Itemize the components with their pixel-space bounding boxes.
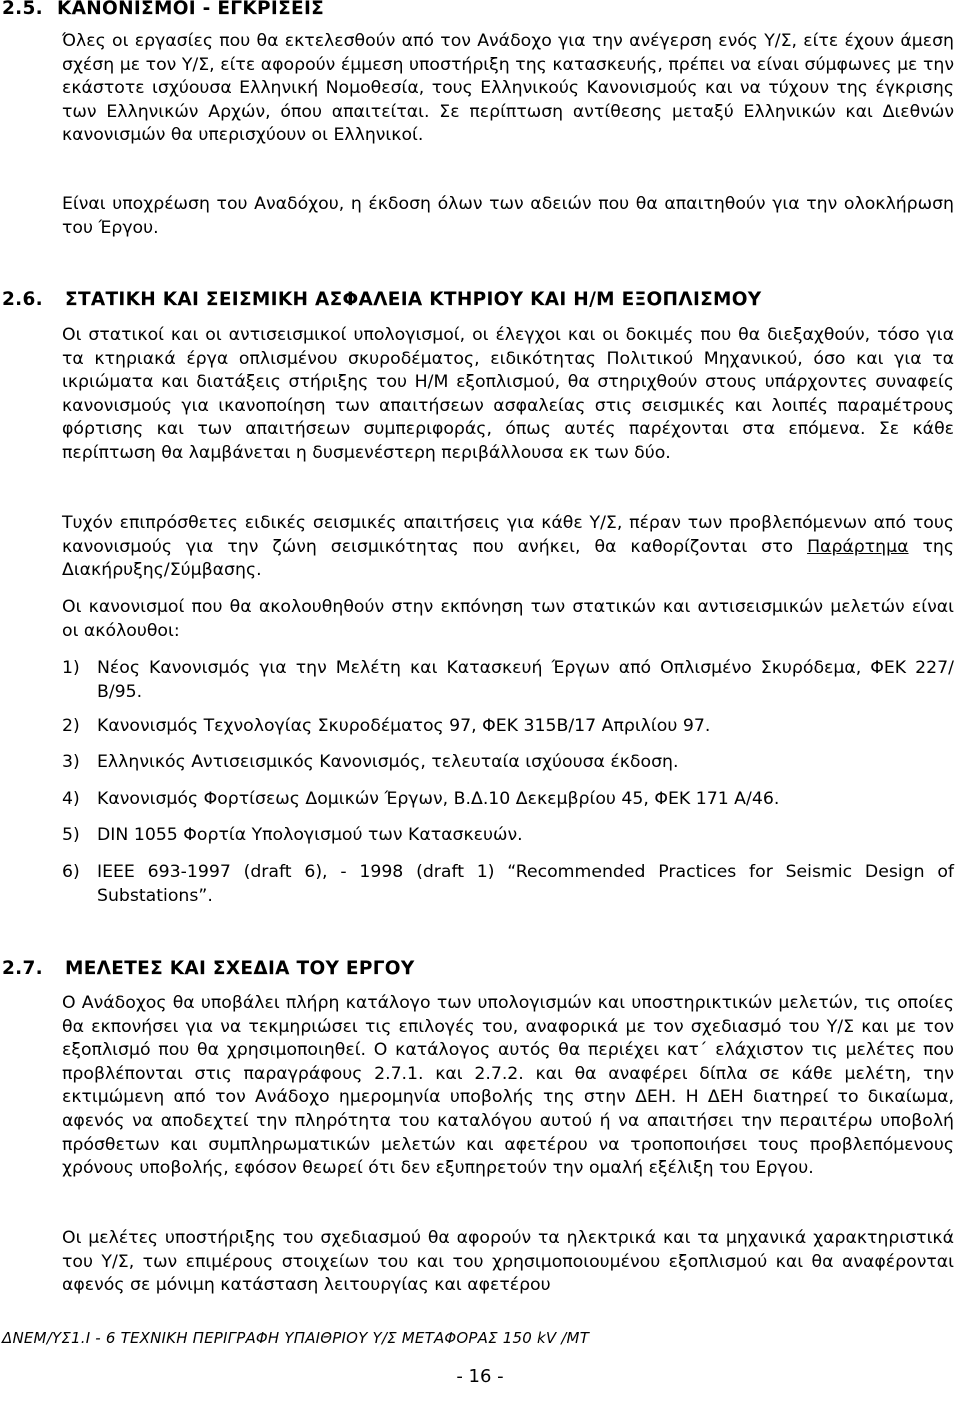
section-number: 2.6. [2,289,44,310]
list-item [62,788,954,812]
paragraph-text: Τυχόν επιπρόσθετες ειδικές σεισμικές απαιτήσεις για κάθε Υ/Σ, πέραν των προβλεπόμενων από τους κανονισμούς για την ζώνη σεισμικότητας που ανήκει, θα καθορίζονται στο [62,513,954,557]
paragraph-text: της Διακήρυξης/Σύμβασης. [62,536,954,581]
list-item [62,824,954,848]
section-title: ΚΑΝΟΝΙΣΜΟΙ - ΕΓΚΡΙΣΕΙΣ [57,0,325,19]
section-heading-2-7 [2,958,415,979]
paragraph: Είναι υποχρέωση του Αναδόχου, η έκδοση όλων των αδειών που θα απαιτηθούν για την ολοκλήρωση του Έργου. [62,194,954,238]
paragraph: Οι στατικοί και οι αντισεισμικοί υπολογισμοί, οι έλεγχοι και οι δοκιμές που θα διεξαχθούν, τόσο για τα κτηριακά έργα οπλισμένου σκυροδέματος, ειδικότητας Πολιτικού Μηχανικού, όσο και για τα ικριώματα και διατάξεις στήριξης του Η/Μ εξοπλισμού, θα στηριχθούν στους υπάρχοντες συναφείς κανονισμούς για ικανοποίηση των απαιτήσεων ασφαλείας στις σεισμικές και λοιπές παραμέτρους φόρτισης και των απαιτήσεων συμπεριφοράς, όπως αυτές παρέχονται στα επόμενα. Σε κάθε περίπτωση θα λαμβάνεται η δυσμενέστερη περιβάλλουσα εκ των δύο. [62,325,954,463]
list-marker: 3) [62,752,80,772]
list-item-text: Κανονισμός Φορτίσεως Δομικών Έργων, Β.Δ.10 Δεκεμβρίου 45, ΦΕΚ 171 Α/46. [97,789,780,809]
paragraph [62,512,954,583]
annex-link[interactable]: Παράρτημα [807,536,909,557]
list-marker: 6) [62,862,80,882]
section-number: 2.7. [2,958,44,979]
list-item-text: Νέος Κανονισμός για την Μελέτη και Κατασκευή Έργων από Οπλισμένο Σκυρόδεμα, ΦΕΚ 227/Β/95. [97,658,954,702]
list-item-text: Κανονισμός Τεχνολογίας Σκυροδέματος 97, ΦΕΚ 315Β/17 Απριλίου 97. [97,716,711,736]
list-item-text: DIN 1055 Φορτία Υπολογισμού των Κατασκευών. [97,825,523,845]
paragraph: Οι κανονισμοί που θα ακολουθηθούν στην εκπόνηση των στατικών και αντισεισμικών μελετών είναι οι ακόλουθοι: [62,597,954,641]
list-item [62,751,954,775]
paragraph: Ο Ανάδοχος θα υποβάλει πλήρη κατάλογο των υπολογισμών και υποστηρικτικών μελετών, τις οποίες θα εκπονήσει για να τεκμηριώσει τις επιλογές του, αναφορικά με τον σχεδιασμό του Υ/Σ και με τον εξοπλισμό που θα χρησιμοποιηθεί. Ο κατάλογος αυτός θα περιέχει κατ΄ ελάχιστον τις μελέτες που προβλέπονται στις παραγράφους 2.7.1. και 2.7.2. και θα αναφέρει δίπλα σε κάθε μελέτη, την εκτιμώμενη από τον Ανάδοχο ημερομηνία υποβολής της στην ΔΕΗ. Η ΔΕΗ διατηρεί το δικαίωμα, αφενός να αποδεχτεί την πληρότητα του καταλόγου αυτού ή να απαιτήσει την περαιτέρω υποβολή πρόσθετων και συμπληρωματικών μελετών και αφετέρου να τροποποιήσει τους προβλεπόμενους χρόνους υποβολής, εφόσον θεωρεί ότι δεν εξυπηρετούν την ομαλή εξέλιξη του Εργου. [62,993,954,1179]
list-item [62,657,954,704]
list-marker: 2) [62,716,80,736]
list-marker: 5) [62,825,80,845]
page-number: - 16 - [456,1366,504,1387]
list-marker: 1) [62,658,80,678]
section-title: ΜΕΛΕΤΕΣ ΚΑΙ ΣΧΕΔΙΑ ΤΟΥ ΕΡΓΟΥ [65,958,415,979]
list-item [62,715,954,739]
list-marker: 4) [62,789,80,809]
section-heading-2-6 [2,289,762,310]
list-item-text: Ελληνικός Αντισεισμικός Κανονισμός, τελευταία ισχύουσα έκδοση. [97,752,679,772]
section-title: ΣΤΑΤΙΚΗ ΚΑΙ ΣΕΙΣΜΙΚΗ ΑΣΦΑΛΕΙΑ ΚΤΗΡΙΟΥ ΚΑΙ Η/Μ ΕΞΟΠΛΙΣΜΟΥ [65,289,762,310]
list-item [62,861,954,908]
paragraph: Όλες οι εργασίες που θα εκτελεσθούν από τον Ανάδοχο για την ανέγερση ενός Υ/Σ, είτε έχουν άμεση σχέση με τον Υ/Σ, είτε αφορούν έμμεση υποστήριξη της κατασκευής, πρέπει να είναι σύμφωνες με την εκάστοτε ισχύουσα Ελληνική Νομοθεσία, τους Ελληνικούς Κανονισμούς και να τύχουν της έγκρισης των Ελληνικών Αρχών, όπου απαιτείται. Σε περίπτωση αντίθεσης μεταξύ Ελληνικών και Διεθνών κανονισμών θα υπερισχύουν οι Ελληνικοί. [62,31,954,146]
list-item-text: IEEE 693-1997 (draft 6), - 1998 (draft 1) “Recommended Practices for Seismic Design of Substations”. [97,862,954,906]
paragraph: Οι μελέτες υποστήριξης του σχεδιασμού θα αφορούν τα ηλεκτρικά και τα μηχανικά χαρακτηριστικά του Υ/Σ, των επιμέρους στοιχείων του και του χρησιμοποιουμένου εξοπλισμού και θα αναφέρονται αφενός σε μόνιμη κατάσταση λειτουργίας και αφετέρου [62,1228,954,1296]
section-heading-2-5 [2,0,324,19]
section-number: 2.5. [2,0,44,19]
document-footer: ΔΝΕΜ/ΥΣ1.Ι - 6 ΤΕΧΝΙΚΗ ΠΕΡΙΓΡΑΦΗ ΥΠΑΙΘΡΙΟΥ Υ/Σ ΜΕΤΑΦΟΡΑΣ 150 kV /ΜΤ [2,1329,590,1347]
